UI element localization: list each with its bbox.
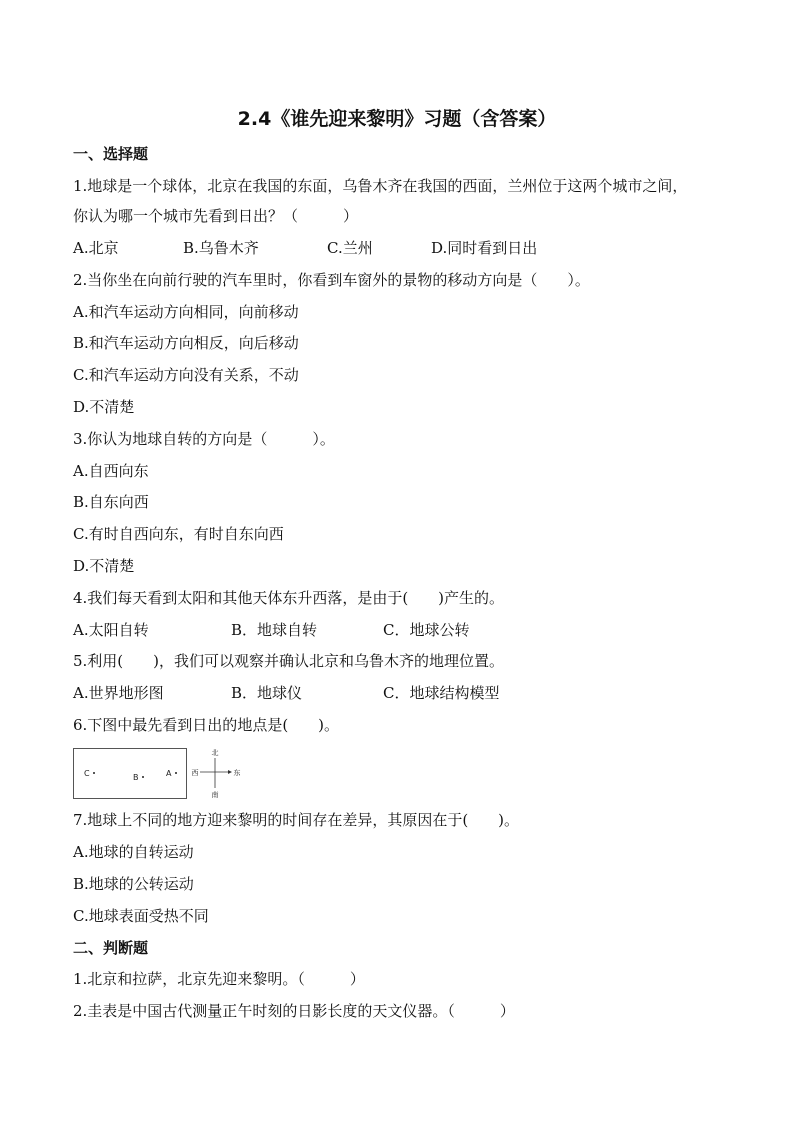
compass-east: 东 xyxy=(233,769,241,777)
option-d: D.同时看到日出 xyxy=(431,239,538,257)
question-3-option-c: C.有时自西向东，有时自东向西 xyxy=(73,525,284,543)
question-3-option-a: A.自西向东 xyxy=(73,462,149,480)
question-4-text: 4.我们每天看到太阳和其他天体东升西落，是由于( )产生的。 xyxy=(73,589,505,607)
question-2-option-c: C.和汽车运动方向没有关系，不动 xyxy=(73,366,299,384)
section-heading-judge: 二、判断题 xyxy=(73,939,149,957)
point-c-label: C xyxy=(84,769,90,778)
section-heading-choice: 一、选择题 xyxy=(73,145,149,163)
option-b: B.乌鲁木齐 xyxy=(183,239,259,257)
option-a: A.北京 xyxy=(73,239,119,257)
judge-item-1: 1.北京和拉萨，北京先迎来黎明。（ ） xyxy=(73,970,365,988)
question-2-option-a: A.和汽车运动方向相同，向前移动 xyxy=(73,303,299,321)
question-2-text: 2.当你坐在向前行驶的汽车里时，你看到车窗外的景物的移动方向是（ ）。 xyxy=(73,271,590,289)
compass-arrow-east-icon xyxy=(228,770,232,774)
option-b: B．地球自转 xyxy=(231,621,318,639)
compass-west: 西 xyxy=(191,769,199,777)
point-a-label: A xyxy=(166,769,172,778)
question-7-option-b: B.地球的公转运动 xyxy=(73,875,194,893)
question-7-option-a: A.地球的自转运动 xyxy=(73,843,194,861)
question-3-option-d: D.不清楚 xyxy=(73,557,135,575)
question-2-option-b: B.和汽车运动方向相反，向后移动 xyxy=(73,334,299,352)
point-c-dot xyxy=(93,772,95,774)
question-7-option-c: C.地球表面受热不同 xyxy=(73,907,209,925)
compass-north: 北 xyxy=(211,749,219,757)
question-2-option-d: D.不清楚 xyxy=(73,398,135,416)
point-a-dot xyxy=(175,772,177,774)
option-c: C．地球结构模型 xyxy=(383,684,500,702)
question-7-text: 7.地球上不同的地方迎来黎明的时间存在差异，其原因在于( )。 xyxy=(73,811,520,829)
question-1-options xyxy=(73,238,537,258)
point-b-dot xyxy=(142,776,144,778)
judge-item-2: 2.圭表是中国古代测量正午时刻的日影长度的天文仪器。（ ） xyxy=(73,1002,515,1020)
page-title: 2.4《谁先迎来黎明》习题（含答案） xyxy=(237,108,557,130)
option-a: A.太阳自转 xyxy=(73,621,149,639)
option-c: C．地球公转 xyxy=(383,621,470,639)
option-c: C.兰州 xyxy=(327,239,373,257)
question-6-text: 6.下图中最先看到日出的地点是( )。 xyxy=(73,716,340,734)
point-b-label: B xyxy=(133,773,139,782)
question-1-text-cont: 你认为哪一个城市先看到日出？（ ） xyxy=(73,207,359,225)
question-1-text: 1.地球是一个球体，北京在我国的东面，乌鲁木齐在我国的西面，兰州位于这两个城市之间， xyxy=(73,177,688,195)
map-diagram xyxy=(73,745,243,800)
question-5-options xyxy=(73,683,499,703)
question-3-text: 3.你认为地球自转的方向是（ ）。 xyxy=(73,430,335,448)
option-a: A.世界地形图 xyxy=(73,684,164,702)
option-b: B．地球仪 xyxy=(231,684,303,702)
question-4-options xyxy=(73,620,469,640)
question-3-option-b: B.自东向西 xyxy=(73,493,149,511)
question-5-text: 5.利用( )，我们可以观察并确认北京和乌鲁木齐的地理位置。 xyxy=(73,652,505,670)
compass-south: 南 xyxy=(211,791,219,799)
